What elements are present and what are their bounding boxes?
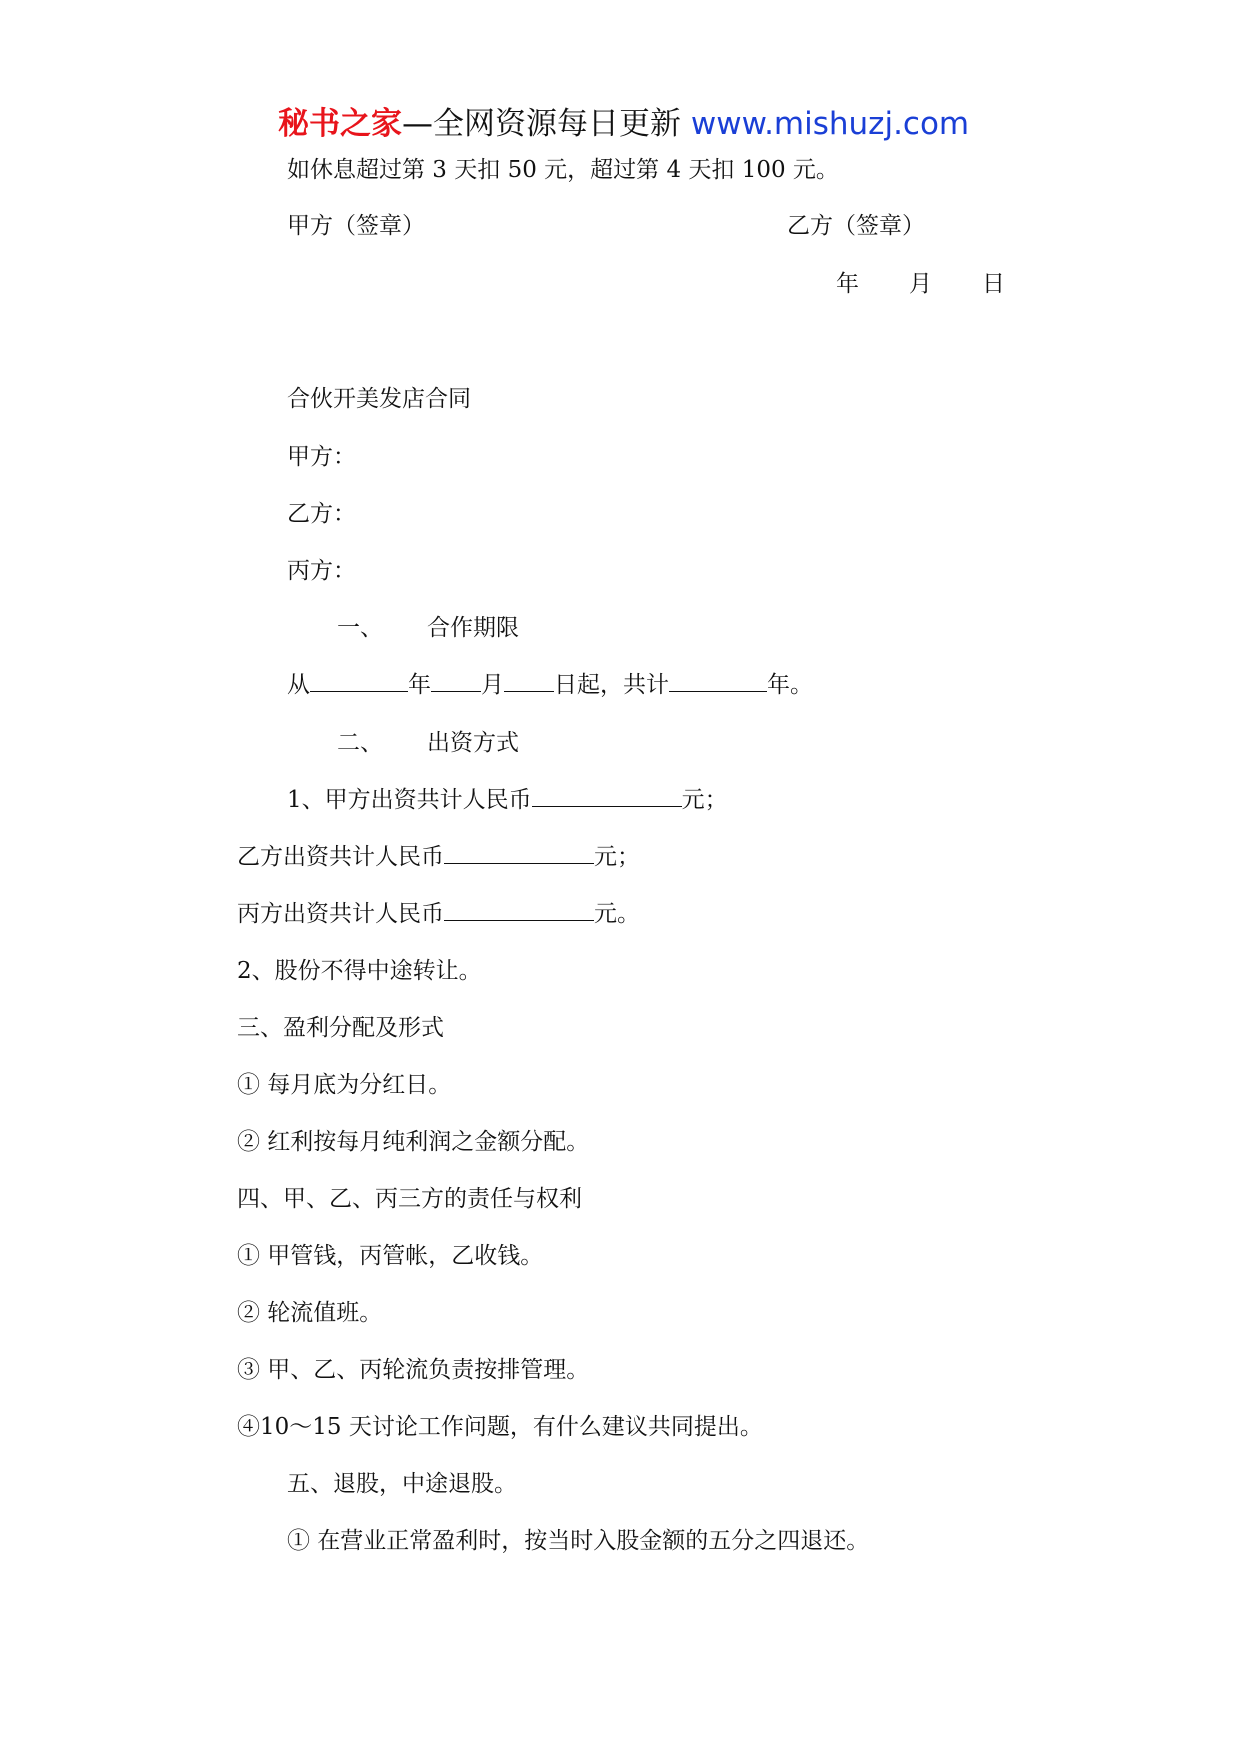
capital-party-b [237, 841, 640, 873]
period-line [287, 669, 813, 701]
date-day-label: 日 [982, 271, 1005, 297]
party-a-line: 甲方： [287, 444, 356, 470]
section-3-item: ① 每月底为分红日。 [237, 1072, 452, 1098]
section-1-number: 一、 [337, 615, 383, 641]
period-year-label: 年 [408, 672, 431, 698]
section-4-item: ① 甲管钱，丙管帐，乙收钱。 [237, 1243, 544, 1269]
contract-title: 合伙开美发店合同 [287, 386, 471, 412]
site-tagline: —全网资源每日更新 [402, 106, 681, 142]
party-b-signature: 乙方（签章） [787, 213, 925, 239]
section-3-item: ② 红利按每月纯利润之金额分配。 [237, 1129, 590, 1155]
section-2-title: 出资方式 [427, 730, 519, 756]
section-2-number: 二、 [337, 730, 383, 756]
period-total-years-blank[interactable] [669, 669, 767, 692]
party-b-line: 乙方： [287, 501, 356, 527]
capital-a-unit: 元； [681, 787, 728, 813]
capital-b-unit: 元； [594, 844, 640, 870]
section-3-heading: 三、盈利分配及形式 [237, 1015, 444, 1041]
period-month-label: 月 [481, 672, 504, 698]
capital-b-amount-blank[interactable] [444, 841, 594, 864]
site-brand: 秘书之家 [278, 106, 402, 142]
site-header [278, 104, 969, 144]
section-1-heading [337, 612, 519, 644]
section-5-heading: 五、退股，中途退股。 [287, 1471, 517, 1497]
signature-date [836, 268, 1005, 300]
period-start-day-blank[interactable] [504, 669, 554, 692]
site-url-link[interactable]: www.mishuzj.com [690, 106, 970, 142]
capital-b-label: 乙方出资共计人民币 [237, 844, 444, 870]
capital-c-label: 丙方出资共计人民币 [237, 901, 444, 927]
capital-c-amount-blank[interactable] [444, 898, 594, 921]
capital-c-unit: 元。 [594, 901, 640, 927]
section-4-item: ③ 甲、乙、丙轮流负责按排管理。 [237, 1357, 590, 1383]
capital-party-a [287, 784, 728, 816]
period-years-label: 年。 [767, 672, 813, 698]
section-4-item: ④10～15 天讨论工作问题，有什么建议共同提出。 [237, 1414, 763, 1440]
capital-party-c [237, 898, 640, 930]
period-start-month-blank[interactable] [431, 669, 481, 692]
party-a-signature: 甲方（签章） [287, 213, 425, 239]
period-from-label: 从 [287, 672, 310, 698]
period-day-label: 日起，共计 [554, 672, 669, 698]
capital-a-label: 1、甲方出资共计人民币 [287, 787, 532, 813]
section-4-heading: 四、甲、乙、丙三方的责任与权利 [237, 1186, 582, 1212]
shares-rule: 2、股份不得中途转让。 [237, 958, 482, 984]
party-c-line: 丙方： [287, 558, 356, 584]
capital-a-amount-blank[interactable] [532, 784, 682, 807]
section-2-heading [337, 727, 519, 759]
date-month-label: 月 [909, 271, 932, 297]
section-1-title: 合作期限 [427, 615, 519, 641]
section-4-item: ② 轮流值班。 [237, 1300, 383, 1326]
date-year-label: 年 [836, 271, 859, 297]
section-5-item: ① 在营业正常盈利时，按当时入股金额的五分之四退还。 [287, 1528, 870, 1554]
penalty-line: 如休息超过第 3 天扣 50 元，超过第 4 天扣 100 元。 [287, 157, 839, 183]
period-start-year-blank[interactable] [310, 669, 408, 692]
